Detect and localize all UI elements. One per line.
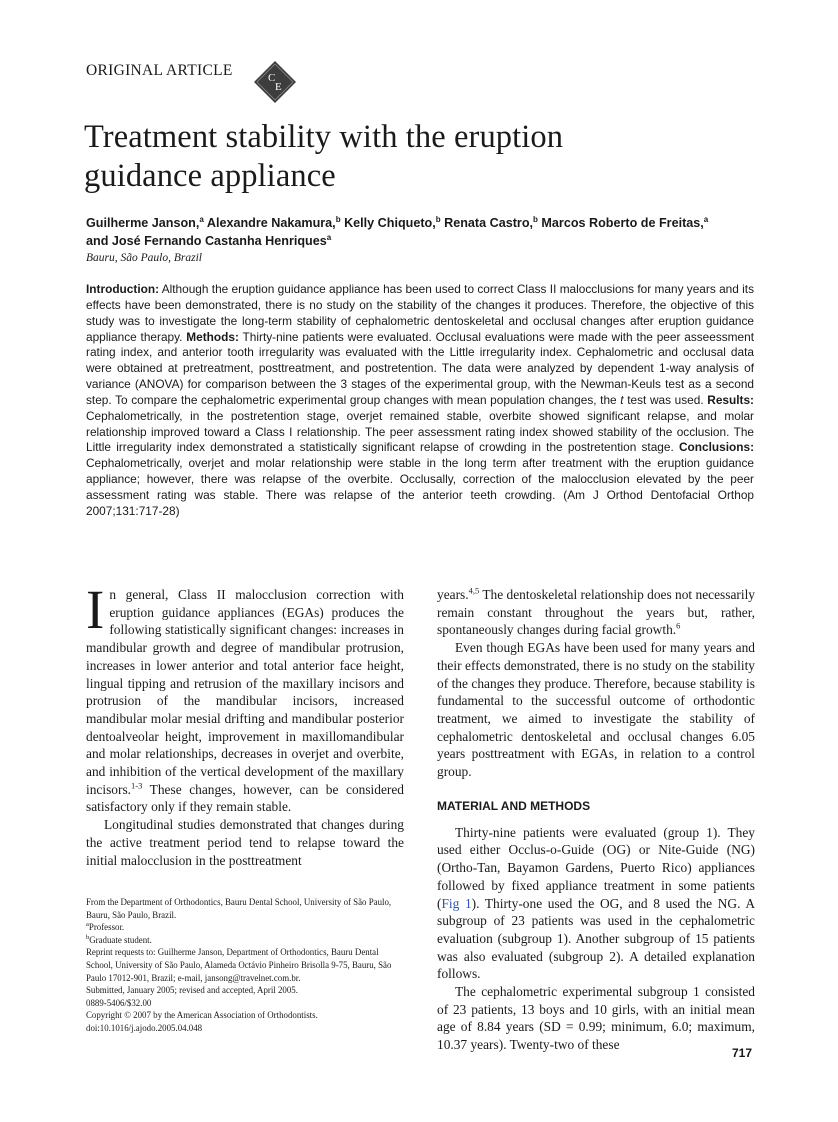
drop-cap: I	[86, 579, 105, 640]
footnote-affiliation: From the Department of Orthodontics, Bauru Dental School, University of São Paulo, Bauru, São Paulo, Brazil.	[86, 897, 392, 920]
affiliation-mark: b	[335, 214, 341, 224]
body-text: ). Thirty-one used the OG, and 8 used the NG. A subgroup of 23 patients was used in the cephalometric evaluation (subgroup 1). Another subgroup of 15 patients was also evaluated (subgroup 2). A detailed explanation follows.	[437, 895, 756, 982]
affiliation-mark: a	[199, 214, 204, 224]
author-name: Alexandre Nakamura,	[206, 216, 336, 230]
affiliation-mark: a	[326, 232, 332, 242]
footnote-submitted: Submitted, January 2005; revised and accepted, April 2005.	[86, 985, 298, 996]
section-heading: MATERIAL AND METHODS	[437, 798, 591, 813]
footnote-copyright: Copyright © 2007 by the American Association of Orthodontists.	[86, 1010, 318, 1021]
abstract-conclusions-text: Cephalometrically, overjet and molar relationship were stable in the long term after treatment with the eruption guidance appliance; however, there was relapse of the overbite. Occlusally, correction of the malocclusion elevated by the peer assessment rating was stable. There was relapse of the anterior teeth crowding.	[86, 456, 754, 502]
logo-letter-c: C	[268, 72, 276, 84]
abstract-methods-text: Thirty-nine patients were evaluated. Occlusal evaluations were made with the peer asseessment rating index, and anterior tooth irregularity was evaluated with the Little irregularity index. Cephalometric and occlusal data were obtained at pretreatment, posttreatment, and postretention. The data were analyzed by dependent 1-way analysis of variance (ANOVA) for comparison between the 3 stages of the experimental group, with the Newman-Keuls test as a second step. To compare the cephalometric experimental group changes with mean population changes, the	[86, 329, 755, 407]
reference-marker: 6	[676, 620, 681, 631]
body-column-left	[86, 579, 404, 869]
abstract-conclusions-label: Conclusions:	[679, 440, 755, 455]
footnote-price: 0889-5406/$32.00	[86, 997, 152, 1008]
affiliation-mark: b	[435, 214, 441, 224]
abstract-citation: (Am J Orthod Dentofacial Orthop 2007;131:717-28)	[86, 487, 754, 518]
author-name: and José Fernando Castanha Henriques	[86, 234, 327, 248]
footnote-reprint: Reprint requests to: Guilherme Janson, Department of Orthodontics, Bauru Dental School, University of São Paulo, Alameda Octávio Pinheiro Brisolla 9-75, Bauru, São Paulo 17012-901, Brazil; e-mail, jansong@travelnet.com.br.	[86, 947, 392, 983]
figure-link[interactable]: Fig 1	[441, 895, 472, 911]
body-text: years.	[437, 587, 469, 602]
logo-letter-e: E	[275, 81, 282, 93]
body-column-right	[437, 586, 755, 1054]
abstract	[86, 282, 754, 520]
body-paragraph: Longitudinal studies demonstrated that changes during the active treatment period tend to relapse toward the initial malocclusion in the posttreatment	[86, 817, 404, 868]
body-text: n general, Class II malocclusion correction with eruption guidance appliances (EGAs) produces the following statistically significant changes: increases in mandibular growth and degree of mandibular protrusion, increases in lower anterior and total anterior face height, lingual tipping and retrusion of the maxillary incisors and protrusion of the mandibular incisors, increased mandibular molar mesial drifting and mandibular posterior dentoalveolar height, improvement in maxillomandibular and molar relationships, decreases in overjet and overbite, and inhibition of the vertical development of the maxillary incisors.	[86, 587, 404, 797]
footnote-a	[86, 921, 404, 934]
author-list	[86, 214, 756, 250]
author-name: Renata Castro,	[444, 216, 534, 230]
footnote-text: Professor.	[88, 922, 125, 933]
footnote-text: Graduate student.	[89, 934, 152, 945]
body-paragraph	[437, 824, 755, 983]
body-text: Thirty-nine patients were evaluated (group 1). They used either Occlus-o-Guide (OG) or Nite-Guide (NG) (Ortho-Tan, Bayamon Gardens, Puerto Rico) appliances followed by fixed appliance treatment in some patients (	[437, 824, 755, 911]
reference-marker: 4,5	[468, 585, 480, 596]
body-text: The dentoskeletal relationship does not necessarily remain constant throughout the years but, rather, spontaneously changes during facial growth.	[437, 587, 755, 638]
affiliation-mark: b	[533, 214, 538, 224]
affiliation-mark: a	[703, 214, 709, 224]
title-line-1: Treatment stability with the eruption	[84, 119, 564, 155]
ce-logo-icon	[253, 60, 297, 104]
page-number: 717	[732, 1046, 753, 1060]
body-paragraph: Even though EGAs have been used for many years and their effects demonstrated, there is no study on the stability of the changes they produce. Therefore, because stability is fundamental to the successful outcome of orthodontic treatment, we aimed to investigate the stability of cephalometric dentoskeletal and occlusal changes 6.05 years posttreatment with EGAs, in relation to a control group.	[437, 640, 755, 780]
author-name: Marcos Roberto de Freitas,	[541, 216, 704, 230]
reference-marker: 1-3	[131, 780, 143, 791]
article-title	[84, 118, 724, 196]
abstract-intro-label: Introduction:	[86, 282, 160, 296]
footnote-mark: a	[86, 921, 89, 929]
author-location: Bauru, São Paulo, Brazil	[86, 252, 202, 264]
footnotes	[86, 896, 404, 1035]
footnote-doi: doi:10.1016/j.ajodo.2005.04.048	[86, 1022, 203, 1033]
body-text: These changes, however, can be considered satisfactory only if they remain stable.	[86, 781, 404, 815]
abstract-methods-text-end: test was used.	[627, 392, 704, 407]
abstract-results-label: Results:	[707, 392, 754, 407]
article-type-label: ORIGINAL ARTICLE	[86, 62, 233, 79]
body-paragraph: The cephalometric experimental subgroup 1 consisted of 23 patients, 13 boys and 10 girls, with an initial mean age of 8.84 years (SD = 0.99; minimum, 6.0; maximum, 10.37 years). Twenty-two of these	[437, 984, 755, 1053]
abstract-results-text: Cephalometrically, in the postretention stage, overjet remained stable, overbite showed significant relapse, and molar relationship improved toward a Class I relationship. The peer assessment rating index showed stability of the occlusion. The Little irregularity index demonstrated a statistically significant relapse of crowding in the postretention stage.	[86, 408, 754, 455]
author-name: Kelly Chiqueto,	[344, 216, 436, 230]
footnote-b	[86, 934, 404, 947]
title-line-2: guidance appliance	[84, 158, 336, 194]
abstract-t-symbol: t	[620, 392, 624, 407]
body-paragraph	[437, 586, 755, 639]
body-paragraph	[86, 579, 404, 816]
footnote-mark: b	[86, 933, 90, 941]
abstract-intro-text: Although the eruption guidance appliance has been used to correct Class II malocclusions for many years and its effects have been demonstrated, there is no study on the stability of the changes it produces. Therefore, the objective of this study was to investigate the long-term stability of cephalometric dentoskeletal and occlusal changes after eruption guidance appliance therapy.	[86, 282, 755, 344]
abstract-methods-label: Methods:	[186, 329, 239, 344]
author-name: Guilherme Janson,	[86, 216, 200, 230]
